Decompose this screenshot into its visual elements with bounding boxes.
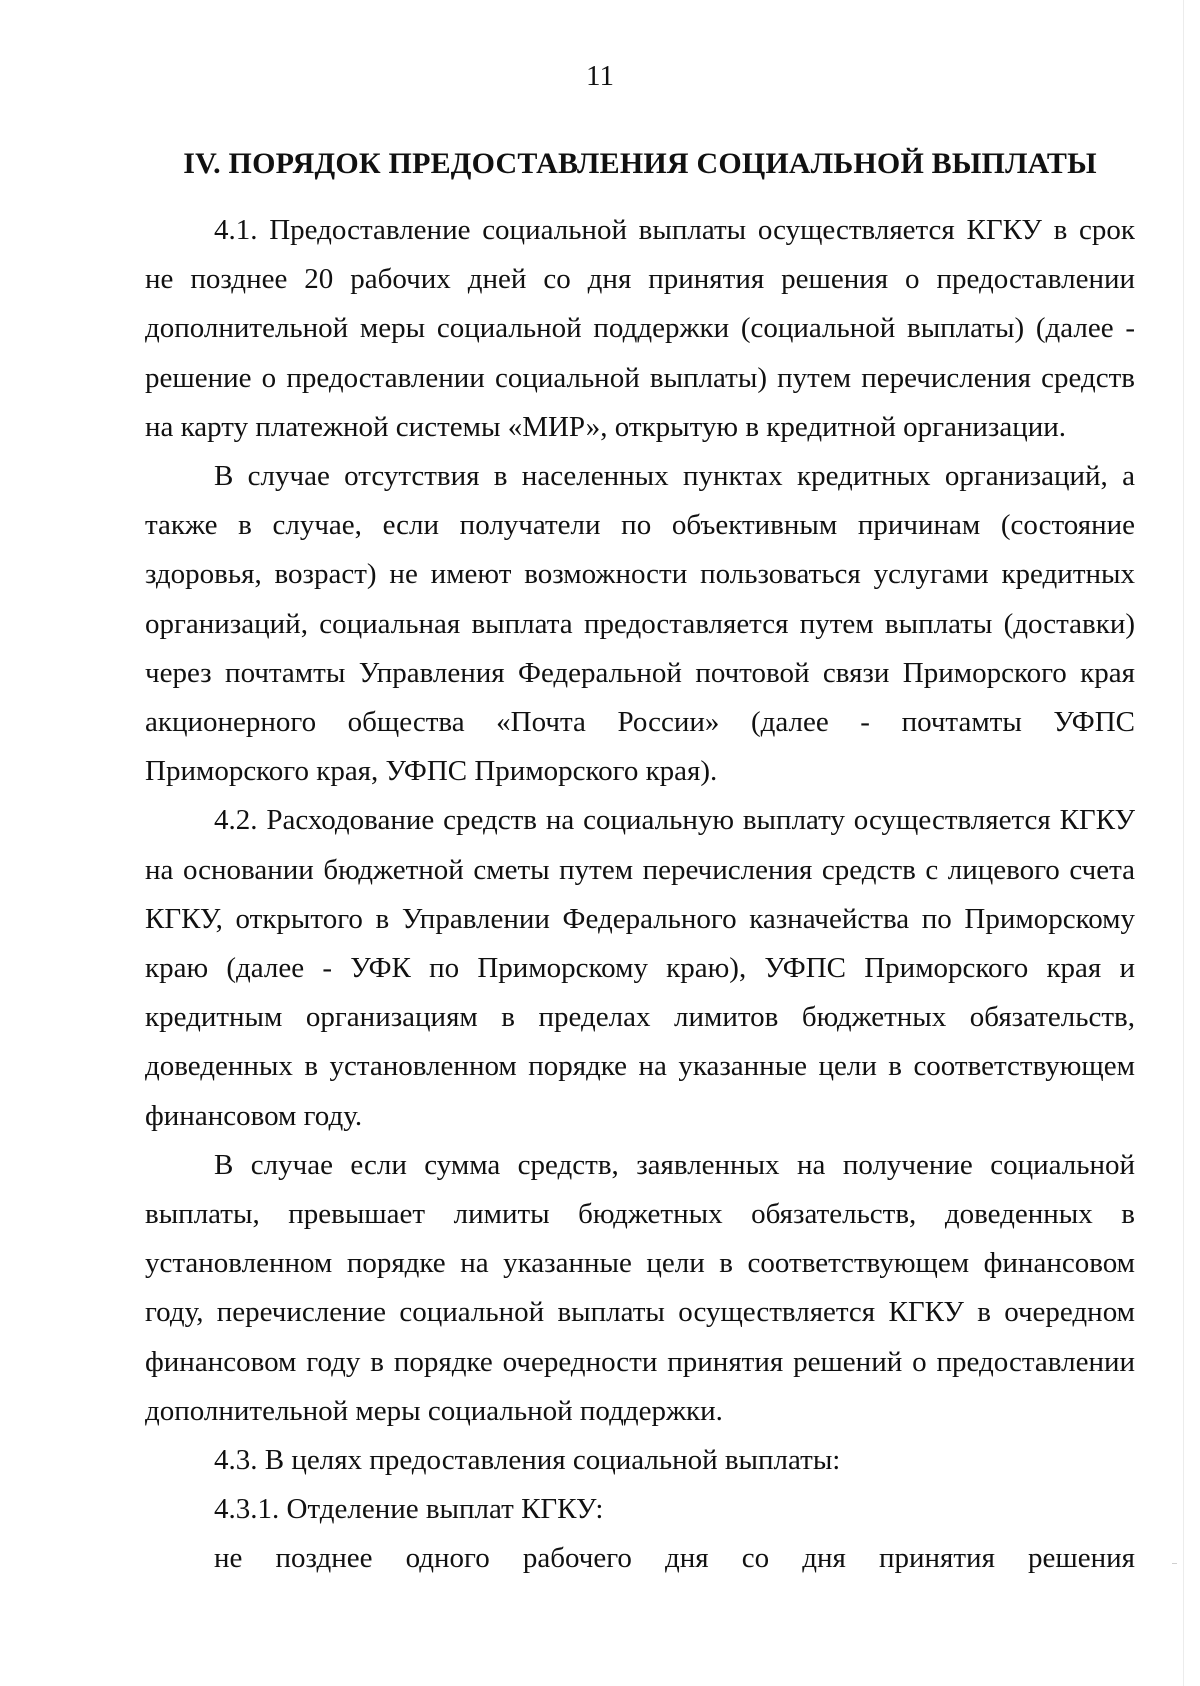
page-number: 11: [586, 60, 614, 92]
scan-artifact-mark: [1172, 1563, 1177, 1564]
paragraph-limits-exceeded: В случае если сумма средств, заявленных на получение социальной выплаты, превышает лимиты бюджетных обязательств, доведенных в установленном порядке на указанные цели в соответствующем финансовом году, перечисление социальной выплаты осуществляется КГКУ в очередном финансовом году в порядке очередности принятия решений о предоставлении дополнительной меры социальной поддержки.: [145, 1148, 1135, 1427]
paragraph-4-3: 4.3. В целях предоставления социальной выплаты:: [214, 1444, 841, 1477]
document-body: [145, 206, 1135, 1584]
section-heading: IV. ПОРЯДОК ПРЕДОСТАВЛЕНИЯ СОЦИАЛЬНОЙ ВЫПЛАТЫ: [183, 147, 1097, 180]
paragraph-absence-of-credit-orgs: В случае отсутствия в населенных пунктах кредитных организаций, а также в случае, если получатели по объективным причинам (состояние здоровья, возраст) не имеют возможности пользоваться услугами кредитных организаций, социальная выплата предоставляется путем выплаты (доставки) через почтамты Управления Федеральной почтовой связи Приморского края акционерного общества «Почта России» (далее - почтамты УФПС Приморского края, УФПС Приморского края).: [145, 460, 1135, 788]
paragraph-4-1: 4.1. Предоставление социальной выплаты осуществляется КГКУ в срок не позднее 20 рабочих дней со дня принятия решения о предоставлении дополнительной меры социальной поддержки (социальной выплаты) (далее - решение о предоставлении социальной выплаты) путем перечисления средств на карту платежной системы «МИР», открытую в кредитной организации.: [145, 214, 1135, 443]
paragraph-continuation: не позднее одного рабочего дня со дня принятия решения: [214, 1542, 1135, 1575]
scan-edge-line: [1183, 0, 1184, 1686]
paragraph-4-2: 4.2. Расходование средств на социальную выплату осуществляется КГКУ на основании бюджетной сметы путем перечисления средств с лицевого счета КГКУ, открытого в Управлении Федерального казначейства по Приморскому краю (далее - УФК по Приморскому краю), УФПС Приморского края и кредитным организациям в пределах лимитов бюджетных обязательств, доведенных в установленном порядке на указанные цели в соответствующем финансовом году.: [145, 804, 1135, 1132]
paragraph-4-3-1: 4.3.1. Отделение выплат КГКУ:: [214, 1493, 604, 1526]
